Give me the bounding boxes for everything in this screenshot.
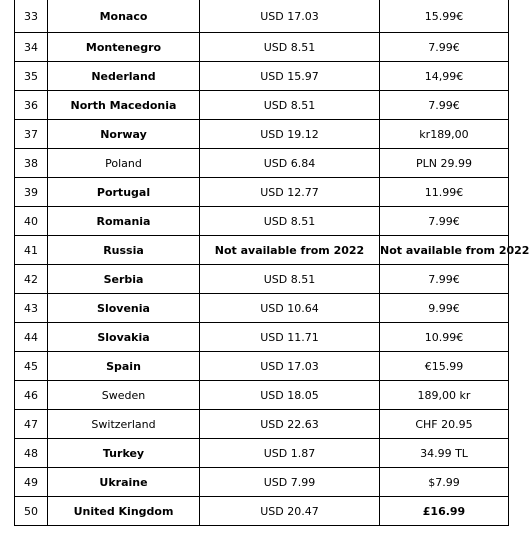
- row-number-cell: 44: [15, 323, 48, 352]
- country-cell: Montenegro: [48, 33, 200, 62]
- usd-price-cell: USD 18.05: [200, 381, 380, 410]
- usd-price-cell: USD 8.51: [200, 265, 380, 294]
- country-cell: Portugal: [48, 178, 200, 207]
- usd-price-cell: USD 20.47: [200, 497, 380, 526]
- country-cell: Norway: [48, 120, 200, 149]
- row-number-cell: 41: [15, 236, 48, 265]
- country-cell: Nederland: [48, 62, 200, 91]
- local-price-cell: 14,99€: [380, 62, 509, 91]
- usd-price-cell: USD 11.71: [200, 323, 380, 352]
- usd-price-cell: USD 8.51: [200, 207, 380, 236]
- country-cell: Ukraine: [48, 468, 200, 497]
- country-cell: Romania: [48, 207, 200, 236]
- local-price-cell: CHF 20.95: [380, 410, 509, 439]
- local-price-cell: kr189,00: [380, 120, 509, 149]
- row-number-cell: 40: [15, 207, 48, 236]
- usd-price-cell: USD 10.64: [200, 294, 380, 323]
- row-number-cell: 42: [15, 265, 48, 294]
- row-number-cell: 45: [15, 352, 48, 381]
- pricing-table-container: [14, 0, 529, 526]
- row-number-cell: 48: [15, 439, 48, 468]
- local-price-cell: Not available from 2022: [380, 236, 509, 265]
- table-row: [15, 91, 509, 120]
- usd-price-cell: USD 7.99: [200, 468, 380, 497]
- row-number-cell: 37: [15, 120, 48, 149]
- local-price-cell: £16.99: [380, 497, 509, 526]
- local-price-cell: 7.99€: [380, 91, 509, 120]
- table-row: [15, 381, 509, 410]
- country-cell: Russia: [48, 236, 200, 265]
- usd-price-cell: USD 15.97: [200, 62, 380, 91]
- usd-price-cell: USD 6.84: [200, 149, 380, 178]
- country-cell: United Kingdom: [48, 497, 200, 526]
- table-row: [15, 178, 509, 207]
- country-cell: Switzerland: [48, 410, 200, 439]
- usd-price-cell: USD 22.63: [200, 410, 380, 439]
- local-price-cell: 7.99€: [380, 265, 509, 294]
- local-price-cell: 7.99€: [380, 33, 509, 62]
- usd-price-cell: Not available from 2022: [200, 236, 380, 265]
- table-row: [15, 265, 509, 294]
- country-cell: Spain: [48, 352, 200, 381]
- usd-price-cell: USD 12.77: [200, 178, 380, 207]
- row-number-cell: 47: [15, 410, 48, 439]
- usd-price-cell: USD 8.51: [200, 91, 380, 120]
- usd-price-cell: USD 17.03: [200, 0, 380, 33]
- table-row: [15, 323, 509, 352]
- local-price-cell: 11.99€: [380, 178, 509, 207]
- local-price-cell: 34.99 TL: [380, 439, 509, 468]
- table-row: [15, 33, 509, 62]
- country-cell: Turkey: [48, 439, 200, 468]
- table-row: [15, 410, 509, 439]
- country-cell: North Macedonia: [48, 91, 200, 120]
- table-row: [15, 149, 509, 178]
- usd-price-cell: USD 8.51: [200, 33, 380, 62]
- table-row: [15, 468, 509, 497]
- local-price-cell: 7.99€: [380, 207, 509, 236]
- row-number-cell: 49: [15, 468, 48, 497]
- local-price-cell: 10.99€: [380, 323, 509, 352]
- row-number-cell: 33: [15, 0, 48, 33]
- row-number-cell: 35: [15, 62, 48, 91]
- table-row: [15, 207, 509, 236]
- local-price-cell: $7.99: [380, 468, 509, 497]
- country-cell: Sweden: [48, 381, 200, 410]
- usd-price-cell: USD 1.87: [200, 439, 380, 468]
- local-price-cell: 189,00 kr: [380, 381, 509, 410]
- usd-price-cell: USD 19.12: [200, 120, 380, 149]
- table-row: [15, 120, 509, 149]
- row-number-cell: 46: [15, 381, 48, 410]
- pricing-table: [14, 0, 529, 526]
- table-row: [15, 439, 509, 468]
- row-number-cell: 39: [15, 178, 48, 207]
- row-number-cell: 34: [15, 33, 48, 62]
- pricing-table-body: [15, 0, 529, 526]
- row-number-cell: 50: [15, 497, 48, 526]
- local-price-cell: 15.99€: [380, 0, 509, 33]
- local-price-cell: 9.99€: [380, 294, 509, 323]
- table-row: [15, 236, 509, 265]
- table-row: [15, 0, 509, 33]
- local-price-cell: PLN 29.99: [380, 149, 509, 178]
- table-row: [15, 62, 509, 91]
- row-number-cell: 38: [15, 149, 48, 178]
- country-cell: Slovenia: [48, 294, 200, 323]
- country-cell: Slovakia: [48, 323, 200, 352]
- table-row: [15, 352, 509, 381]
- local-price-cell: €15.99: [380, 352, 509, 381]
- table-row: [15, 497, 509, 526]
- row-number-cell: 43: [15, 294, 48, 323]
- usd-price-cell: USD 17.03: [200, 352, 380, 381]
- table-row: [15, 294, 509, 323]
- country-cell: Poland: [48, 149, 200, 178]
- row-number-cell: 36: [15, 91, 48, 120]
- country-cell: Serbia: [48, 265, 200, 294]
- country-cell: Monaco: [48, 0, 200, 33]
